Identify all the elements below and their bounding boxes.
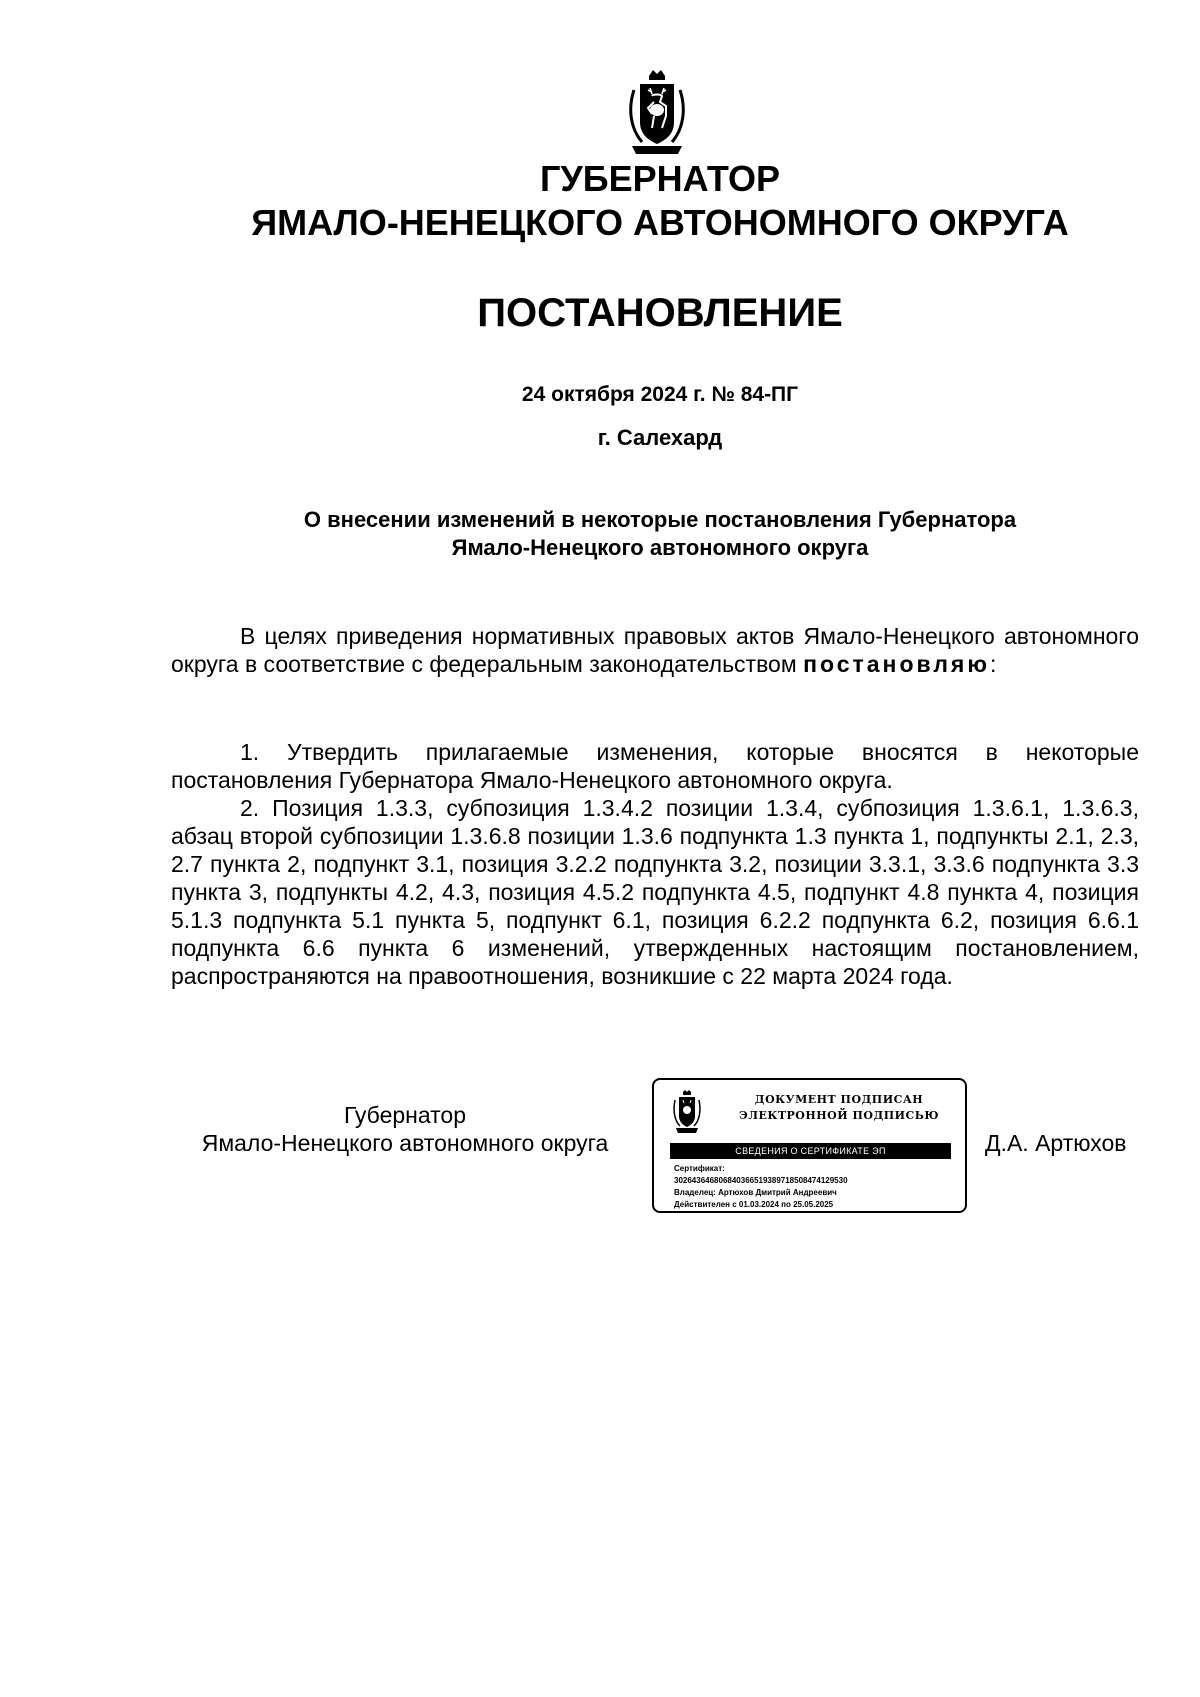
certificate-info-bar: СВЕДЕНИЯ О СЕРТИФИКАТЕ ЭП [670,1143,951,1159]
date-and-number: 24 октября 2024 г. № 84-ПГ [521,383,799,406]
region-heading: ЯМАЛО-НЕНЕЦКОГО АВТОНОМНОГО ОКРУГА [251,202,1069,243]
resolve-colon: : [990,651,997,677]
document-subject [180,506,1140,562]
yamal-coat-of-arms-icon [622,68,692,158]
stamp-title [714,1092,964,1124]
resolution-item-1: 1. Утвердить прилагаемые изменения, которые вносятся в некоторые постановления Губернатора Ямало-Ненецкого автономного округа. [171,739,1139,793]
signatory-title [166,1101,644,1157]
signatory-name: Д.А. Артюхов [985,1130,1127,1156]
preamble-paragraph [171,622,1139,678]
certificate-serial: 30264364680684036651938971850847412953​0 [674,1176,848,1185]
certificate-owner: Владелец: Артюхов Дмитрий Андреевич [674,1188,837,1197]
signatory-title-line-2: Ямало-Ненецкого автономного округа [201,1130,609,1156]
subject-line-2: Ямало-Ненецкого автономного округа [451,535,869,560]
resolution-item-2: 2. Позиция 1.3.3, субпозиция 1.3.4.2 позиции 1.3.4, субпозиция 1.3.6.1, 1.3.6.3, абзац второй субпозиции 1.3.6.8 позиции 1.3.6 подпункта 1.3 пункта 1, подпункты 2.1, 2.3, 2.7 пункта 2, подпункт 3.1, позиция 3.2.2 подпункта 3.2, позиции 3.3.1, 3.3.6 подпункта 3.3 пункта 3, подпункты 4.2, 4.3, позиция 4.5.2 подпункта 4.5, подпункт 4.8 пункта 4, позиция 5.1.3 подпункта 5.1 пункта 5, подпункт 6.1, позиция 6.2.2 подпункта 6.2, позиция 6.6.1 подпункта 6.6 пункта 6 изменений, утвержденных настоящим постановлением, распространяются на правоотношения, возникшие с 22 марта 2024 года. [171,795,1139,989]
signatory-title-line-1: Губернатор [343,1102,467,1128]
preamble-text: В целях приведения нормативных правовых актов Ямало-Ненецкого автономного округа в соответствие с федеральным законодательством [171,623,1139,677]
preamble [171,622,1139,678]
electronic-signature-stamp [652,1078,967,1213]
certificate-validity: Действителен с 01.03.2024 по 25.05.2025 [674,1200,834,1209]
certificate-details [674,1163,959,1211]
document-type-heading: ПОСТАНОВЛЕНИЕ [477,291,843,335]
certificate-label: Сертификат: [674,1164,725,1173]
resolve-word: постановляю [803,651,990,677]
yamal-coat-of-arms-icon [672,1090,702,1134]
governor-heading: ГУБЕРНАТОР [539,158,780,199]
stamp-title-line-2: ЭЛЕКТРОННОЙ ПОДПИСЬЮ [738,1109,940,1122]
subject-line-1: О внесении изменений в некоторые постановления Губернатора [303,507,1017,532]
resolution-items [171,738,1139,990]
stamp-title-line-1: ДОКУМЕНТ ПОДПИСАН [754,1093,924,1106]
city: г. Салехард [597,425,723,450]
